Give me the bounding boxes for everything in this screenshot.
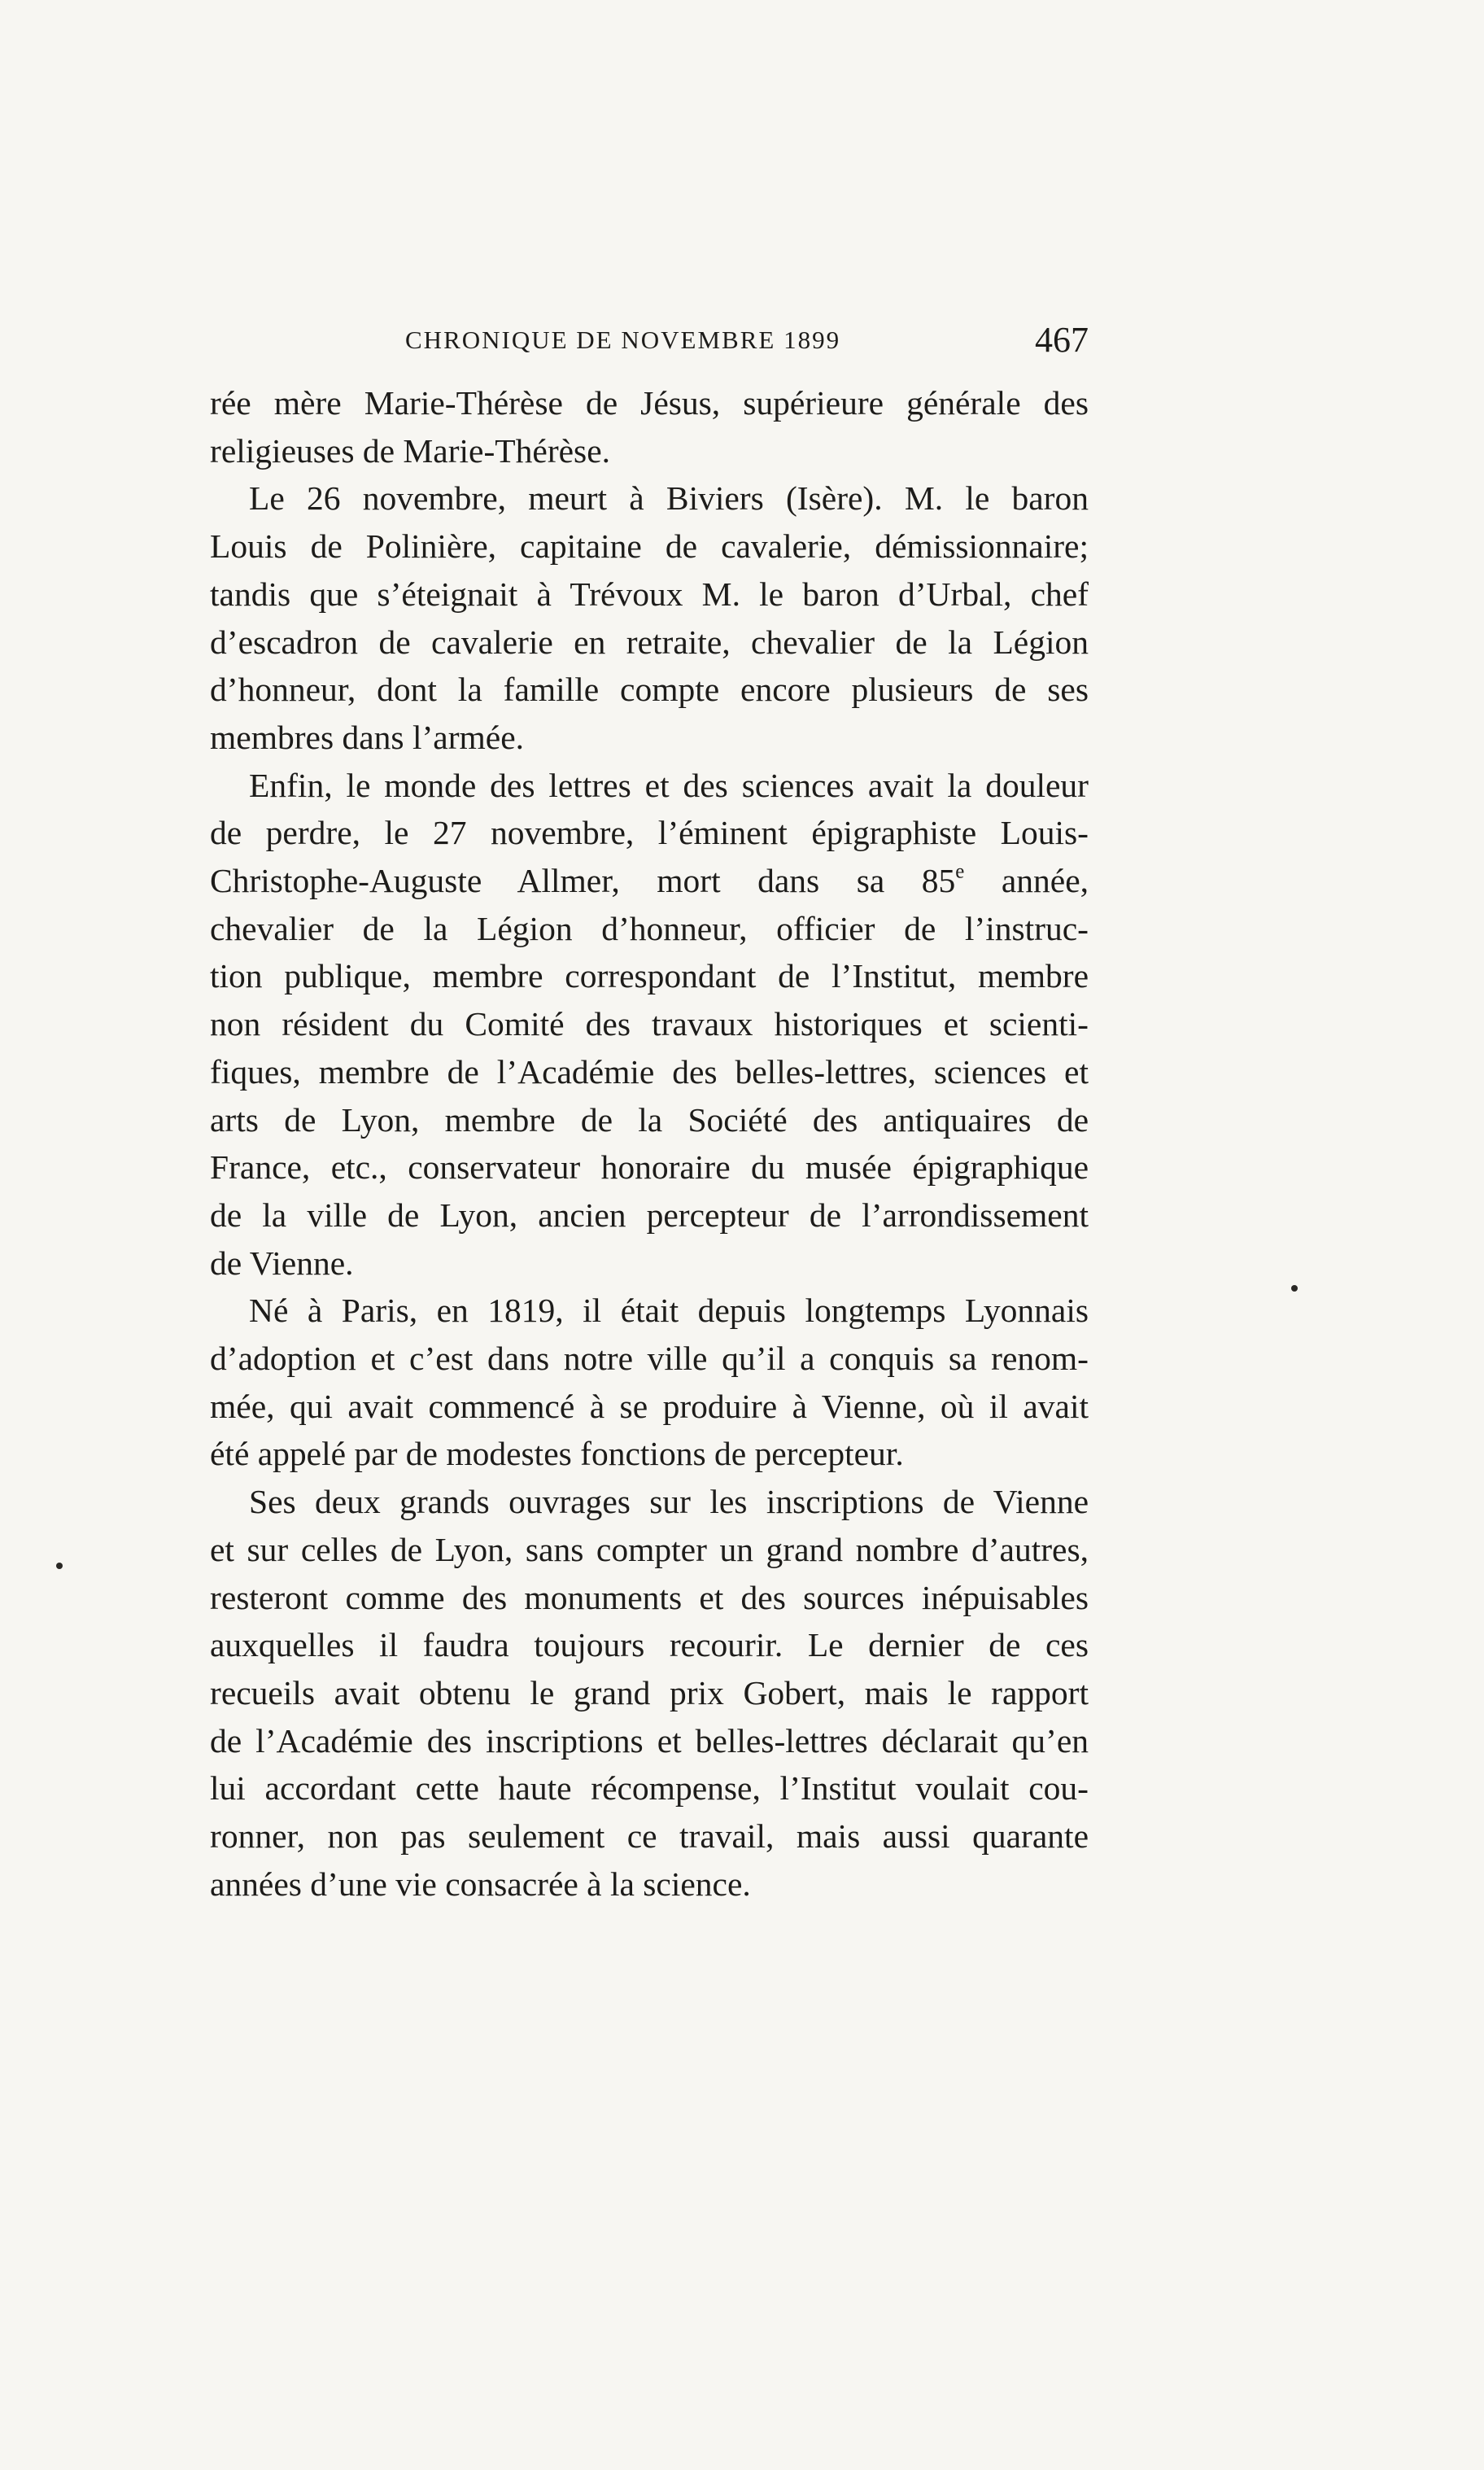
text-line: fiques, membre de l’Académie des belles-lettres, sciences et: [210, 1052, 1089, 1091]
paragraph-2: [210, 474, 1089, 761]
text-line: de l’Académie des inscriptions et belles-lettres déclarait qu’en: [210, 1721, 1089, 1760]
paragraph-4: [210, 1287, 1089, 1478]
text-line: lui accordant cette haute récompense, l’Institut voulait cou-: [210, 1769, 1089, 1808]
text-line: mée, qui avait commencé à se produire à Vienne, où il avait: [210, 1387, 1089, 1425]
scan-speck: [56, 1563, 63, 1569]
superscript: e: [955, 860, 965, 883]
page-number: 467: [1035, 320, 1089, 360]
text-line: et sur celles de Lyon, sans compter un grand nombre d’autres,: [210, 1530, 1089, 1568]
running-head-title: CHRONIQUE DE NOVEMBRE 1899: [405, 326, 841, 354]
text-fragment: Christophe-Auguste Allmer, mort dans sa 85: [210, 862, 956, 900]
text-line: de Vienne.: [210, 1244, 354, 1282]
paragraph-5: [210, 1478, 1089, 1908]
text-line: membres dans l’armée.: [210, 718, 525, 756]
text-line: rée mère Marie-Thérèse de Jésus, supérieure générale des: [210, 384, 1089, 422]
body-text: [210, 379, 1089, 1908]
text-line: resteront comme des monuments et des sources inépuisables: [210, 1578, 1089, 1616]
text-line: religieuses de Marie-Thérèse.: [210, 431, 611, 470]
text-line: ronner, non pas seulement ce travail, mais aussi quarante: [210, 1817, 1089, 1856]
text-fragment: année,: [964, 862, 1089, 900]
text-line: auxquelles il faudra toujours recourir. Le dernier de ces: [210, 1626, 1089, 1664]
text-line: Louis de Polinière, capitaine de cavalerie, démissionnaire;: [210, 527, 1089, 566]
text-line: d’honneur, dont la famille compte encore plusieurs de ses: [210, 671, 1089, 709]
text-line: d’escadron de cavalerie en retraite, chevalier de la Légion: [210, 623, 1089, 661]
paragraph-3: [210, 762, 1089, 1287]
text-line: Enfin, le monde des lettres et des sciences avait la douleur: [249, 766, 1089, 804]
text-line: Né à Paris, en 1819, il était depuis longtemps Lyonnais: [249, 1292, 1089, 1330]
scan-speck: [1291, 1285, 1298, 1292]
paragraph-1: [210, 379, 1089, 474]
text-line: arts de Lyon, membre de la Société des antiquaires de: [210, 1100, 1089, 1139]
text-line: d’adoption et c’est dans notre ville qu’il a conquis sa renom-: [210, 1340, 1089, 1378]
text-line: tion publique, membre correspondant de l’Institut, membre: [210, 957, 1089, 995]
text-line: recueils avait obtenu le grand prix Gobert, mais le rapport: [210, 1673, 1089, 1712]
text-line: non résident du Comité des travaux historiques et scienti-: [210, 1005, 1089, 1043]
text-line: été appelé par de modestes fonctions de percepteur.: [210, 1435, 904, 1473]
text-line: Le 26 novembre, meurt à Biviers (Isère). M. le baron: [249, 479, 1089, 518]
text-line: de perdre, le 27 novembre, l’éminent épigraphiste Louis-: [210, 814, 1089, 852]
text-line: de la ville de Lyon, ancien percepteur de l’arrondissement: [210, 1196, 1089, 1234]
text-line: Ses deux grands ouvrages sur les inscriptions de Vienne: [249, 1483, 1089, 1521]
running-head: [210, 319, 1089, 368]
text-line: tandis que s’éteignait à Trévoux M. le baron d’Urbal, chef: [210, 575, 1089, 613]
text-line-with-superscript: [210, 857, 1089, 905]
text-line: France, etc., conservateur honoraire du musée épigraphique: [210, 1148, 1089, 1187]
text-line: chevalier de la Légion d’honneur, officier de l’instruc-: [210, 909, 1089, 947]
text-line: années d’une vie consacrée à la science.: [210, 1865, 751, 1903]
